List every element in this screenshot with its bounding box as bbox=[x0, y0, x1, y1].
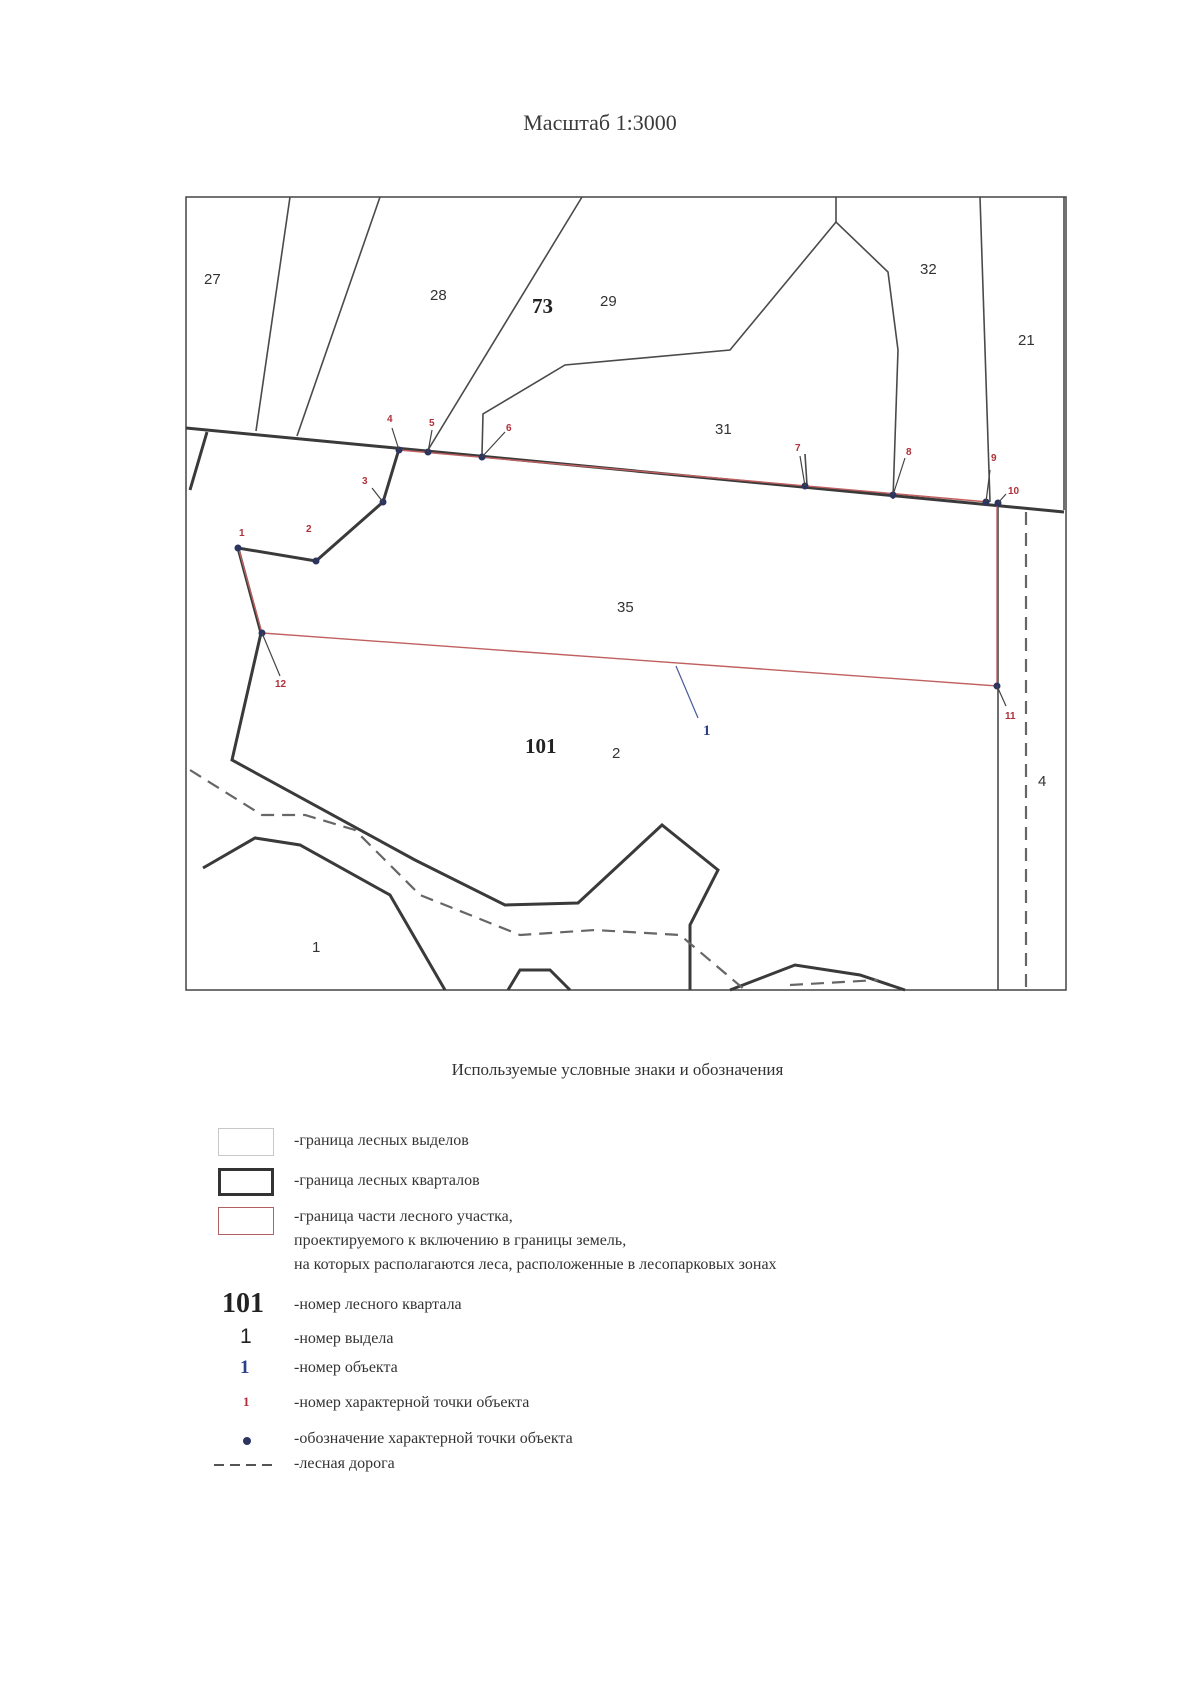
point-label-12: 12 bbox=[275, 679, 287, 690]
point-label-9: 9 bbox=[991, 453, 997, 464]
subcompartment-label-35: 35 bbox=[617, 599, 634, 616]
point-label-8: 8 bbox=[906, 447, 912, 458]
point-marker-2 bbox=[313, 558, 320, 565]
point-label-11: 11 bbox=[1005, 711, 1016, 722]
point-label-10: 10 bbox=[1008, 486, 1020, 497]
subcompartment-label-31: 31 bbox=[715, 421, 732, 438]
quarter-label-73: 73 bbox=[532, 294, 553, 318]
legend-text-plot-1: -граница части лесного участка, bbox=[294, 1208, 513, 1225]
point-label-6: 6 bbox=[506, 423, 512, 434]
subcompartment-label-1: 1 bbox=[312, 939, 321, 956]
point-label-1: 1 bbox=[239, 528, 245, 539]
point-label-3: 3 bbox=[362, 476, 368, 487]
quarter-label-101: 101 bbox=[525, 734, 557, 758]
subcompartment-boundaries bbox=[256, 197, 1064, 990]
legend-text-plot-3: на которых располагаются леса, расположенные в лесопарковых зонах bbox=[294, 1256, 777, 1273]
subcompartment-label-28: 28 bbox=[430, 287, 447, 304]
object-leader bbox=[676, 666, 698, 718]
point-label-2: 2 bbox=[306, 524, 312, 535]
subcompartment-label-4: 4 bbox=[1038, 773, 1047, 790]
legend-text-plot-2: проектируемого к включению в границы земель, bbox=[294, 1232, 627, 1249]
scale-title: Масштаб 1:3000 bbox=[523, 110, 677, 135]
legend-symbol-subcompartment-number: 1 bbox=[240, 1325, 252, 1348]
subcompartment-label-27: 27 bbox=[204, 271, 221, 288]
legend-text-point-marker: -обозначение характерной точки объекта bbox=[294, 1430, 573, 1447]
point-label-7: 7 bbox=[795, 443, 801, 454]
subcompartment-label-29: 29 bbox=[600, 293, 617, 310]
legend-symbol-road bbox=[212, 1458, 274, 1472]
plot-boundary bbox=[239, 450, 997, 686]
subcompartment-label-2: 2 bbox=[612, 745, 621, 762]
legend-symbol-subcompartment bbox=[218, 1128, 274, 1156]
legend-symbol-point-marker bbox=[243, 1437, 251, 1445]
point-markers bbox=[235, 447, 1002, 690]
legend-text-object-number: -номер объекта bbox=[294, 1359, 398, 1376]
legend-symbol-object-number: 1 bbox=[240, 1357, 250, 1378]
point-label-5: 5 bbox=[429, 418, 435, 429]
legend-text-road: -лесная дорога bbox=[294, 1455, 395, 1472]
quarter-boundaries bbox=[186, 428, 1064, 990]
subcompartment-label-21: 21 bbox=[1018, 332, 1035, 349]
legend-symbol-quarter-number: 101 bbox=[222, 1288, 264, 1319]
point-marker-1 bbox=[235, 545, 242, 552]
point-label-4: 4 bbox=[387, 414, 393, 425]
subcompartment-label-32: 32 bbox=[920, 261, 937, 278]
legend-text-point-number: -номер характерной точки объекта bbox=[294, 1394, 530, 1411]
legend-symbol-point-number: 1 bbox=[243, 1394, 250, 1409]
map-frame bbox=[186, 197, 1066, 990]
legend-text-quarter-number: -номер лесного квартала bbox=[294, 1296, 462, 1313]
legend-text-subcompartment-number: -номер выдела bbox=[294, 1330, 394, 1347]
legend-symbol-quarter bbox=[218, 1168, 274, 1196]
legend-symbol-plot bbox=[218, 1207, 274, 1235]
legend-text-subcompartment: -граница лесных выделов bbox=[294, 1132, 469, 1149]
object-label-1: 1 bbox=[703, 723, 711, 739]
legend-text-quarter: -граница лесных кварталов bbox=[294, 1172, 480, 1189]
forest-roads bbox=[190, 512, 1026, 990]
legend-title: Используемые условные знаки и обозначения bbox=[451, 1060, 784, 1079]
